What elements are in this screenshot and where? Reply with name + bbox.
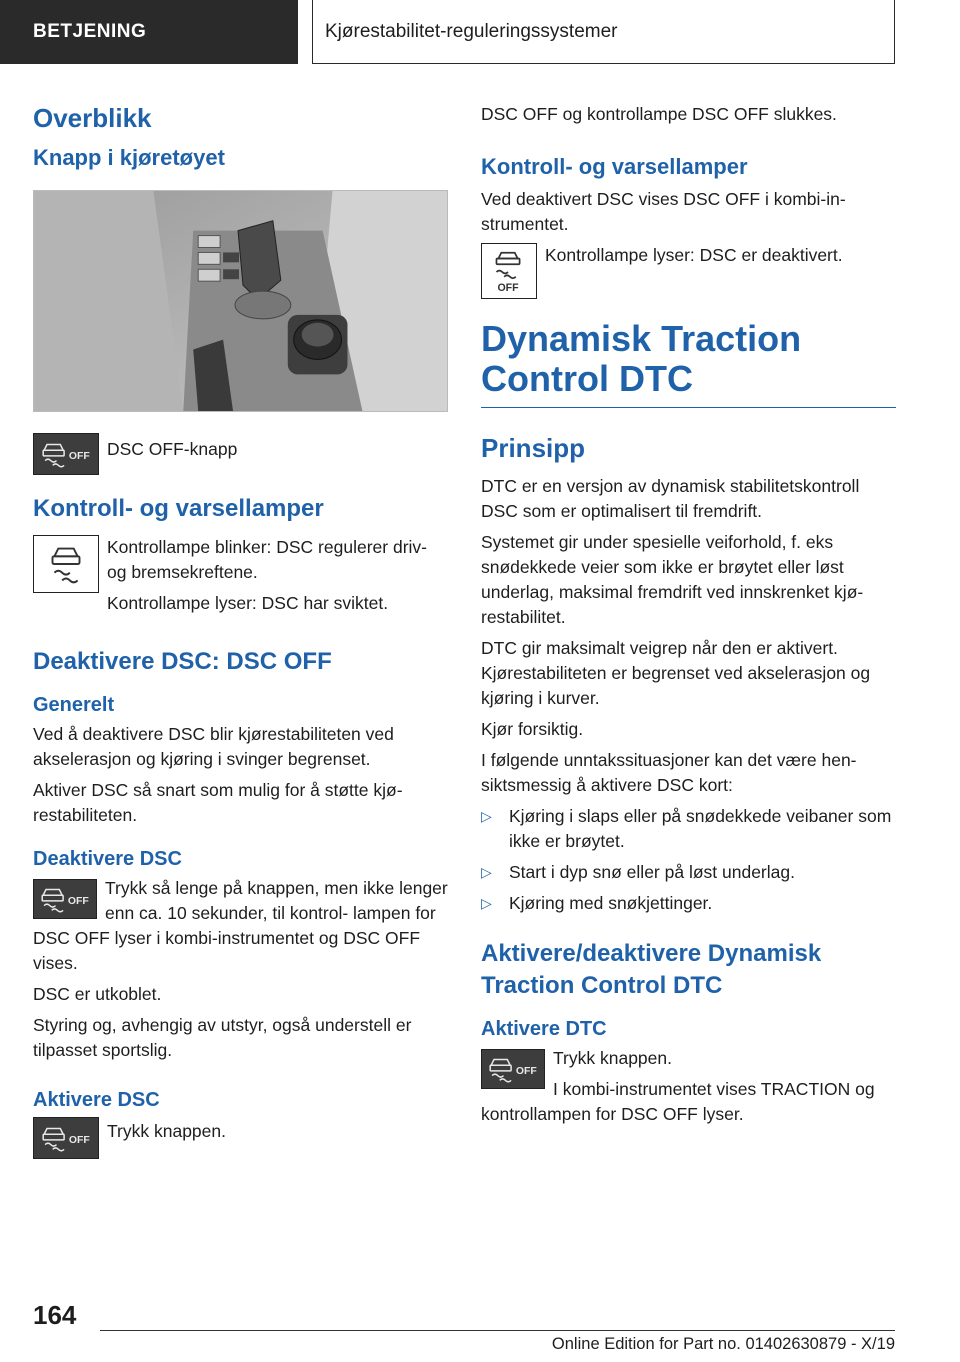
heading-overblikk: Overblikk — [33, 103, 152, 133]
dsc-warning-lamp-icon — [33, 535, 99, 593]
heading-dtc-title: Dynamisk Traction Control DTC — [481, 319, 896, 408]
dsc-off-lamp-icon — [481, 243, 537, 299]
heading-kontroll-left: Kontroll- og varsellamper — [33, 495, 324, 522]
aktivere-dtc-paragraph-2: I kombi-instrumentet vises TRACTION og kontrollampen for DSC OFF lyser. — [481, 1079, 875, 1124]
list-item — [481, 891, 896, 916]
dsc-off-slukkes-text: DSC OFF og kontrollampe DSC OFF slukkes. — [481, 104, 837, 124]
prinsipp-paragraph-3: DTC gir maksimalt veigrep når den er aktivert. Kjørestabiliteten er begrenset ved akselerasjon og kjøring i kurver. — [481, 638, 871, 708]
dsc-off-button-icon — [33, 1117, 99, 1159]
footer-divider — [100, 1330, 895, 1331]
triangle-bullet-icon: ▷ — [481, 808, 492, 824]
lamp-deaktivert-text: Kontrollampe lyser: DSC er deaktivert. — [545, 245, 843, 265]
list-item — [481, 860, 896, 885]
header-chapter-label: Kjørestabilitet-reguleringssystemer — [325, 20, 618, 42]
triangle-bullet-icon: ▷ — [481, 895, 492, 911]
heading-kontroll-right: Kontroll- og varsellamper — [481, 154, 748, 179]
heading-generelt: Generelt — [33, 694, 115, 716]
deaktivere-paragraph-3: Styring og, avhengig av utstyr, også understell er tilpasset sportslig. — [33, 1015, 412, 1060]
exception-list — [481, 804, 896, 916]
generelt-paragraph-2: Aktiver DSC så snart som mulig for å støtte kjø- restabiliteten. — [33, 780, 403, 825]
heading-deaktivere-dsc: Deaktivere DSC — [33, 848, 182, 870]
aktivere-dsc-row — [33, 1117, 448, 1159]
heading-knapp: Knapp i kjøretøyet — [33, 145, 225, 170]
header-section-tab — [0, 0, 298, 64]
deaktivere-paragraph-1: Trykk så lenge på knappen, men ikke lenger enn ca. 10 sekunder, til kontrol- lampen for DSC OFF lyser i kombi-instrumentet og DSC OFF vises. — [33, 878, 448, 973]
deaktivere-paragraph-2: DSC er utkoblet. — [33, 984, 162, 1004]
generelt-paragraph-1: Ved å deaktivere DSC blir kjørestabiliteten ved akselerasjon og kjøring i svinger begrenset. — [33, 724, 394, 769]
header-chapter-tab — [312, 0, 895, 64]
list-item-text: Kjøring med snøkjettinger. — [509, 893, 713, 913]
list-item-text: Kjøring i slaps eller på snødekkede veibaner som ikke er brøytet. — [509, 806, 892, 851]
prinsipp-paragraph-5: I følgende unntakssituasjoner kan det være hen- siktsmessig å aktivere DSC kort: — [481, 750, 857, 795]
dsc-off-lamp-legend — [481, 243, 896, 299]
kontroll-paragraph: Ved deaktivert DSC vises DSC OFF i kombi-in- strumentet. — [481, 189, 846, 234]
heading-deaktivere: Deaktivere DSC: DSC OFF — [33, 648, 332, 675]
dsc-off-button-caption: DSC OFF-knapp — [107, 439, 238, 459]
heading-aktivere-dtc: Aktivere DTC — [481, 1018, 607, 1040]
footer-edition: Online Edition for Part no. 01402630879 - X/19 — [551, 1335, 895, 1353]
header-section-label: BETJENING — [33, 21, 147, 42]
page-number: 164 — [33, 1300, 77, 1330]
right-column — [481, 102, 896, 1133]
list-item — [481, 804, 896, 854]
prinsipp-paragraph-2: Systemet gir under spesielle veiforhold, f. eks snødekkede veier som ikke er brøytet eller løst underlag, maksimal fremdrift ved innskrenket kjø- restabilitet. — [481, 532, 864, 627]
list-item-text: Start i dyp snø eller på løst underlag. — [509, 862, 795, 882]
dsc-off-button-icon — [33, 433, 99, 475]
heading-aktivere-deaktivere-dtc: Aktivere/deaktivere Dynamisk Traction Control DTC — [481, 940, 822, 999]
aktivere-dtc-paragraph-1: Trykk knappen. — [553, 1048, 672, 1068]
heading-prinsipp: Prinsipp — [481, 433, 586, 463]
dsc-off-button-legend — [33, 433, 448, 475]
dsc-off-button-icon — [481, 1049, 545, 1089]
heading-aktivere-dsc: Aktivere DSC — [33, 1089, 160, 1111]
triangle-bullet-icon: ▷ — [481, 864, 492, 880]
lamp-on-text: Kontrollampe lyser: DSC har sviktet. — [107, 593, 389, 613]
aktivere-dsc-text: Trykk knappen. — [107, 1121, 226, 1141]
prinsipp-paragraph-1: DTC er en versjon av dynamisk stabilitetskontroll DSC som er optimalisert til fremdrift. — [481, 476, 860, 521]
lamp-blink-text: Kontrollampe blinker: DSC regulerer driv- og bremsekreftene. — [107, 537, 427, 582]
left-column — [33, 102, 448, 1167]
center-console-photo — [33, 190, 448, 412]
dsc-off-button-icon — [33, 879, 97, 919]
dsc-lamp-legend — [33, 535, 448, 622]
prinsipp-paragraph-4: Kjør forsiktig. — [481, 719, 584, 739]
